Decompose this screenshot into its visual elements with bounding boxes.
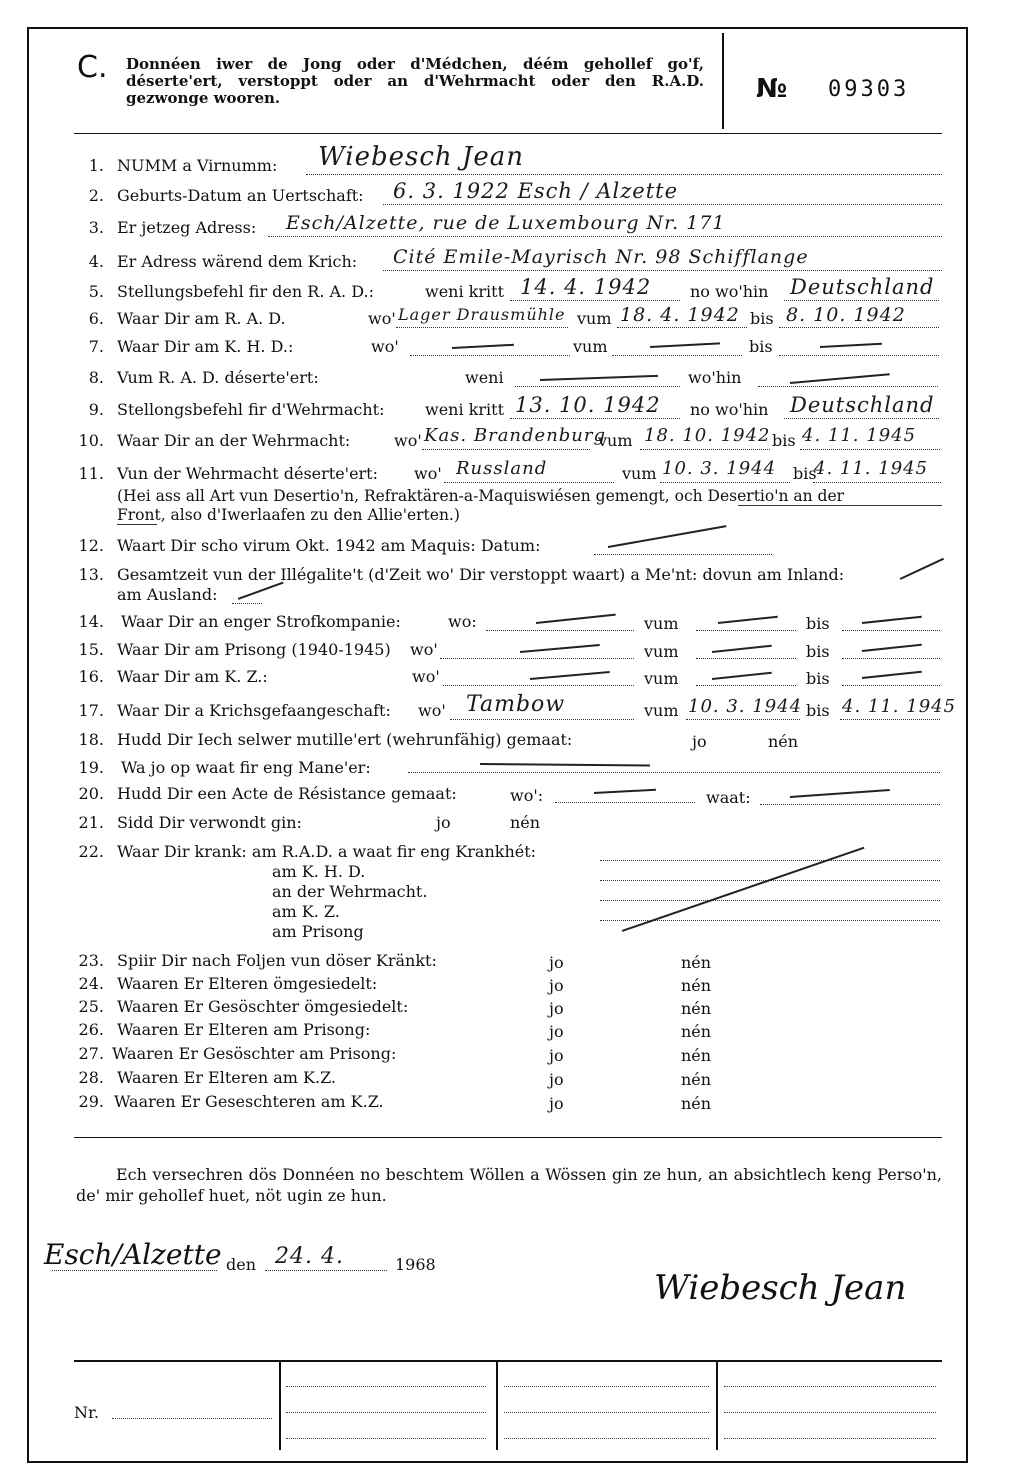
fill-line bbox=[724, 1412, 936, 1413]
fill-line bbox=[696, 630, 796, 631]
row-number: 21. bbox=[78, 813, 104, 832]
bis-label: bis bbox=[772, 431, 796, 450]
waat-label: waat: bbox=[706, 788, 751, 807]
fill-line bbox=[840, 719, 940, 720]
field-war-address-value[interactable]: Cité Emile-Mayrisch Nr. 98 Schifflange bbox=[393, 246, 809, 268]
fill-line bbox=[617, 327, 747, 328]
when-label: weni bbox=[465, 368, 504, 387]
row-label: Waar Dir am K. H. D.: bbox=[117, 337, 294, 356]
row-number: 23. bbox=[78, 951, 104, 970]
field-wehrmacht-to[interactable]: 4. 11. 1945 bbox=[802, 425, 917, 446]
bis-label: bis bbox=[750, 309, 774, 328]
wo-label: wo': bbox=[510, 786, 544, 805]
fill-line bbox=[600, 900, 940, 901]
nr-label: Nr. bbox=[74, 1403, 99, 1422]
fill-line bbox=[306, 174, 942, 175]
signing-place[interactable]: Esch/Alzette bbox=[44, 1238, 222, 1271]
field-pow-from[interactable]: 10. 3. 1944 bbox=[688, 696, 803, 717]
row-number: 2. bbox=[88, 186, 104, 205]
fill-line bbox=[696, 685, 796, 686]
fill-line bbox=[443, 685, 634, 686]
where-label: no wo'hin bbox=[690, 282, 769, 301]
row-label: Waar Dir am Prisong (1940-1945) bbox=[117, 640, 391, 659]
fill-line bbox=[600, 860, 940, 861]
yes-option[interactable]: jo bbox=[436, 813, 451, 832]
fill-line bbox=[510, 300, 680, 301]
row-label: Waar Dir am K. Z.: bbox=[117, 667, 268, 686]
fill-line bbox=[286, 1412, 486, 1413]
row-number: 16. bbox=[78, 667, 104, 686]
vum-label: vum bbox=[644, 642, 679, 661]
fill-line bbox=[758, 386, 938, 387]
number-symbol: № bbox=[756, 74, 788, 104]
row-number: 11. bbox=[78, 464, 104, 483]
signature[interactable]: Wiebesch Jean bbox=[654, 1268, 907, 1308]
row-number: 19. bbox=[78, 758, 104, 777]
row-label: Hudd Dir Iech selwer mutille'ert (wehrunfähig) gemaat: bbox=[117, 730, 573, 749]
fill-line bbox=[724, 1386, 936, 1387]
row-number: 25. bbox=[78, 997, 104, 1016]
row-label: Waaren Er Geseschteren am K.Z. bbox=[114, 1092, 384, 1111]
wo-label: wo' bbox=[394, 431, 422, 450]
field-pow-location[interactable]: Tambow bbox=[466, 692, 566, 717]
wo-label: wo' bbox=[418, 701, 446, 720]
field-pow-to[interactable]: 4. 11. 1945 bbox=[842, 696, 957, 717]
fill-line bbox=[444, 482, 614, 483]
row-label: Waaren Er Elteren am Prisong: bbox=[117, 1020, 371, 1039]
no-option[interactable]: nén bbox=[768, 732, 799, 751]
row-number: 13. bbox=[78, 565, 104, 584]
row-label: Spiir Dir nach Foljen vun döser Kränkt: bbox=[117, 951, 437, 970]
fill-line bbox=[555, 802, 695, 803]
row-number: 8. bbox=[88, 368, 104, 387]
row-label: Stellongsbefehl fir d'Wehrmacht: bbox=[117, 400, 385, 419]
office-box-top-rule bbox=[74, 1360, 942, 1362]
row-label: Waaren Er Elteren am K.Z. bbox=[117, 1068, 337, 1087]
wo-label: wo: bbox=[448, 612, 477, 631]
bis-label: bis bbox=[806, 614, 830, 633]
yes-option[interactable]: jo bbox=[549, 1070, 564, 1089]
row-label: Waar Dir krank: am R.A.D. a waat fir eng Krankhét: bbox=[117, 842, 537, 861]
row-label: Waaren Er Elteren ömgesiedelt: bbox=[117, 974, 378, 993]
bis-label: bis bbox=[749, 337, 773, 356]
row-number: 1. bbox=[88, 156, 104, 175]
field-desertion-location[interactable]: Russland bbox=[456, 458, 548, 479]
field-rad-from[interactable]: 18. 4. 1942 bbox=[620, 304, 740, 326]
row-label: Waar Dir a Krichsgefaangeschaft: bbox=[117, 701, 391, 720]
row-label: Gesamtzeit vun der Illégalite't (d'Zeit wo' Dir verstoppt waart) a Me'nt: dovun am Inland: bbox=[117, 565, 845, 584]
row-label: Wa jo op waat fir eng Mane'er: bbox=[121, 758, 371, 777]
fill-line bbox=[450, 719, 634, 720]
sub-label: am Prisong bbox=[272, 922, 364, 941]
row-number: 6. bbox=[88, 309, 104, 328]
row-label: Waart Dir scho virum Okt. 1942 am Maquis: Datum: bbox=[117, 536, 541, 555]
row-label: Waar Dir an der Wehrmacht: bbox=[117, 431, 351, 450]
fill-line bbox=[779, 355, 939, 356]
den-label: den bbox=[226, 1255, 257, 1274]
yes-option[interactable]: jo bbox=[549, 976, 564, 995]
vum-label: vum bbox=[577, 309, 612, 328]
section-rule bbox=[74, 1137, 942, 1138]
no-option[interactable]: nén bbox=[681, 1070, 712, 1089]
sub-label: am K. H. D. bbox=[272, 862, 366, 881]
header-rule bbox=[74, 133, 942, 134]
fill-line bbox=[612, 355, 742, 356]
wo-label: wo' bbox=[410, 640, 438, 659]
fill-line bbox=[504, 1438, 709, 1439]
fill-line bbox=[660, 482, 790, 483]
fill-line bbox=[640, 449, 770, 450]
fill-line bbox=[842, 685, 940, 686]
row-number: 18. bbox=[78, 730, 104, 749]
row-label: Hudd Dir een Acte de Résistance gemaat: bbox=[117, 784, 457, 803]
signing-year: 1968 bbox=[395, 1255, 436, 1274]
section-title: Donnéen iwer de Jong oder d'Médchen, déém gehollef go'f, déserte'ert, verstoppt oder an d'Wehrmacht oder den R.A.D. gezwonge wooren. bbox=[126, 55, 704, 107]
bis-label: bis bbox=[793, 464, 817, 483]
no-option[interactable]: nén bbox=[681, 1022, 712, 1041]
bis-label: bis bbox=[806, 669, 830, 688]
field-desertion-to[interactable]: 4. 11. 1945 bbox=[814, 458, 929, 479]
fill-line bbox=[410, 355, 570, 356]
underline-mark bbox=[738, 505, 942, 506]
row-label: Er jetzeg Adress: bbox=[117, 218, 257, 237]
fill-line bbox=[504, 1412, 709, 1413]
wo-label: wo' bbox=[412, 667, 440, 686]
underline-mark bbox=[117, 524, 157, 525]
wo-label: wo' bbox=[414, 464, 442, 483]
field-wehrmacht-destination[interactable]: Deutschland bbox=[790, 393, 935, 417]
sub-label: an der Wehrmacht. bbox=[272, 882, 428, 901]
fill-line bbox=[813, 482, 941, 483]
row-number: 14. bbox=[78, 612, 104, 631]
fill-line bbox=[408, 772, 940, 773]
row-label: Vun der Wehrmacht déserte'ert: bbox=[117, 464, 378, 483]
no-option[interactable]: nén bbox=[681, 976, 712, 995]
row-number: 20. bbox=[78, 784, 104, 803]
sub-label: am K. Z. bbox=[272, 902, 340, 921]
fill-line bbox=[396, 327, 568, 328]
no-option[interactable]: nén bbox=[681, 999, 712, 1018]
office-box-divider bbox=[716, 1362, 718, 1450]
row-label: Stellungsbefehl fir den R. A. D.: bbox=[117, 282, 374, 301]
where-label: no wo'hin bbox=[690, 400, 769, 419]
vum-label: vum bbox=[644, 669, 679, 688]
yes-option[interactable]: jo bbox=[549, 999, 564, 1018]
field-wehrmacht-from[interactable]: 18. 10. 1942 bbox=[644, 425, 771, 446]
yes-option[interactable]: jo bbox=[549, 1046, 564, 1065]
fill-line bbox=[422, 449, 590, 450]
fill-line bbox=[779, 327, 939, 328]
fill-line bbox=[486, 630, 634, 631]
row-number: 9. bbox=[88, 400, 104, 419]
row-number: 5. bbox=[88, 282, 104, 301]
fill-line bbox=[286, 1386, 486, 1387]
field-rad-order-date[interactable]: 14. 4. 1942 bbox=[520, 275, 652, 299]
fill-line bbox=[594, 554, 772, 555]
yes-option[interactable]: jo bbox=[549, 953, 564, 972]
fill-line bbox=[724, 1438, 936, 1439]
fill-line bbox=[232, 603, 262, 604]
no-option[interactable]: nén bbox=[510, 813, 541, 832]
fill-line bbox=[52, 1270, 217, 1271]
field-rad-location[interactable]: Lager Drausmühle bbox=[398, 305, 566, 324]
bis-label: bis bbox=[806, 701, 830, 720]
fill-line bbox=[504, 1386, 709, 1387]
row-label: Waar Dir an enger Strofkompanie: bbox=[121, 612, 401, 631]
when-label: weni kritt bbox=[425, 282, 504, 301]
row-label: Waaren Er Gesöschter am Prisong: bbox=[112, 1044, 397, 1063]
fill-line bbox=[760, 804, 940, 805]
field-rad-to[interactable]: 8. 10. 1942 bbox=[786, 304, 906, 326]
row-number: 29. bbox=[78, 1092, 104, 1111]
row-note: Front, also d'Iwerlaafen zu den Allie'erten.) bbox=[117, 506, 460, 524]
field-name-value[interactable]: Wiebesch Jean bbox=[318, 142, 524, 172]
row-number: 22. bbox=[78, 842, 104, 861]
yes-option[interactable]: jo bbox=[549, 1094, 564, 1113]
vum-label: vum bbox=[644, 614, 679, 633]
fill-line bbox=[286, 1438, 486, 1439]
vum-label: vum bbox=[573, 337, 608, 356]
header-divider bbox=[722, 33, 724, 129]
signing-date[interactable]: 24. 4. bbox=[275, 1244, 344, 1269]
fill-line bbox=[515, 386, 680, 387]
row-label: Waaren Er Gesöschter ömgesiedelt: bbox=[117, 997, 409, 1016]
fill-line bbox=[696, 658, 796, 659]
fill-line bbox=[112, 1418, 272, 1419]
vum-label: vum bbox=[644, 701, 679, 720]
row-number: 10. bbox=[78, 431, 104, 450]
row-number: 26. bbox=[78, 1020, 104, 1039]
field-rad-destination[interactable]: Deutschland bbox=[790, 275, 935, 299]
fill-line bbox=[842, 630, 940, 631]
row-number: 12. bbox=[78, 536, 104, 555]
row-number: 17. bbox=[78, 701, 104, 720]
fill-line bbox=[510, 418, 680, 419]
field-wehrmacht-location[interactable]: Kas. Brandenburg bbox=[424, 425, 607, 446]
vum-label: vum bbox=[598, 431, 633, 450]
bis-label: bis bbox=[806, 642, 830, 661]
row-label: Er Adress wärend dem Krich: bbox=[117, 252, 358, 271]
when-label: weni kritt bbox=[425, 400, 504, 419]
form-number: 09303 bbox=[828, 77, 910, 102]
yes-option[interactable]: jo bbox=[549, 1022, 564, 1041]
no-option[interactable]: nén bbox=[681, 1094, 712, 1113]
vum-label: vum bbox=[622, 464, 657, 483]
fill-line bbox=[842, 658, 940, 659]
row-label: Sidd Dir verwondt gin: bbox=[117, 813, 302, 832]
row-number: 24. bbox=[78, 974, 104, 993]
declaration-text: Ech versechren dös Donnéen no beschtem Wöllen a Wössen gin ze hun, an absichtlech keng Perso'n, de' mir gehollef huet, nöt ugin ze hun. bbox=[76, 1165, 942, 1205]
fill-line bbox=[383, 270, 942, 271]
row-label: NUMM a Virnumm: bbox=[117, 156, 278, 175]
office-box-divider bbox=[279, 1362, 281, 1450]
row-number: 27. bbox=[78, 1044, 104, 1063]
fill-line bbox=[383, 204, 942, 205]
row-number: 28. bbox=[78, 1068, 104, 1087]
row-label: Vum R. A. D. déserte'ert: bbox=[117, 368, 319, 387]
where-label: wo'hin bbox=[688, 368, 742, 387]
row-label: am Ausland: bbox=[117, 585, 218, 604]
field-birth-value[interactable]: 6. 3. 1922 Esch / Alzette bbox=[393, 179, 679, 203]
yes-option[interactable]: jo bbox=[692, 732, 707, 751]
fill-line bbox=[784, 300, 939, 301]
wo-label: wo' bbox=[368, 309, 396, 328]
fill-line bbox=[265, 1270, 387, 1271]
wo-label: wo' bbox=[371, 337, 399, 356]
field-wehrmacht-order-date[interactable]: 13. 10. 1942 bbox=[515, 393, 661, 417]
no-option[interactable]: nén bbox=[681, 953, 712, 972]
row-note: (Hei ass all Art vun Desertio'n, Refraktären-a-Maquiswiésen gemengt, och Desertio'n an der bbox=[117, 487, 845, 505]
fill-line bbox=[268, 236, 942, 237]
row-number: 4. bbox=[88, 252, 104, 271]
fill-line bbox=[784, 418, 939, 419]
row-label: Waar Dir am R. A. D. bbox=[117, 309, 286, 328]
row-number: 15. bbox=[78, 640, 104, 659]
row-label: Geburts-Datum an Uertschaft: bbox=[117, 186, 364, 205]
no-option[interactable]: nén bbox=[681, 1046, 712, 1065]
fill-line bbox=[686, 719, 800, 720]
office-use-box bbox=[74, 1360, 942, 1450]
row-number: 7. bbox=[88, 337, 104, 356]
section-letter: C. bbox=[77, 50, 108, 85]
field-desertion-from[interactable]: 10. 3. 1944 bbox=[662, 458, 777, 479]
row-number: 3. bbox=[88, 218, 104, 237]
fill-line bbox=[440, 658, 634, 659]
office-box-divider bbox=[496, 1362, 498, 1450]
field-address-value[interactable]: Esch/Alzette, rue de Luxembourg Nr. 171 bbox=[286, 212, 726, 234]
fill-line bbox=[800, 449, 940, 450]
